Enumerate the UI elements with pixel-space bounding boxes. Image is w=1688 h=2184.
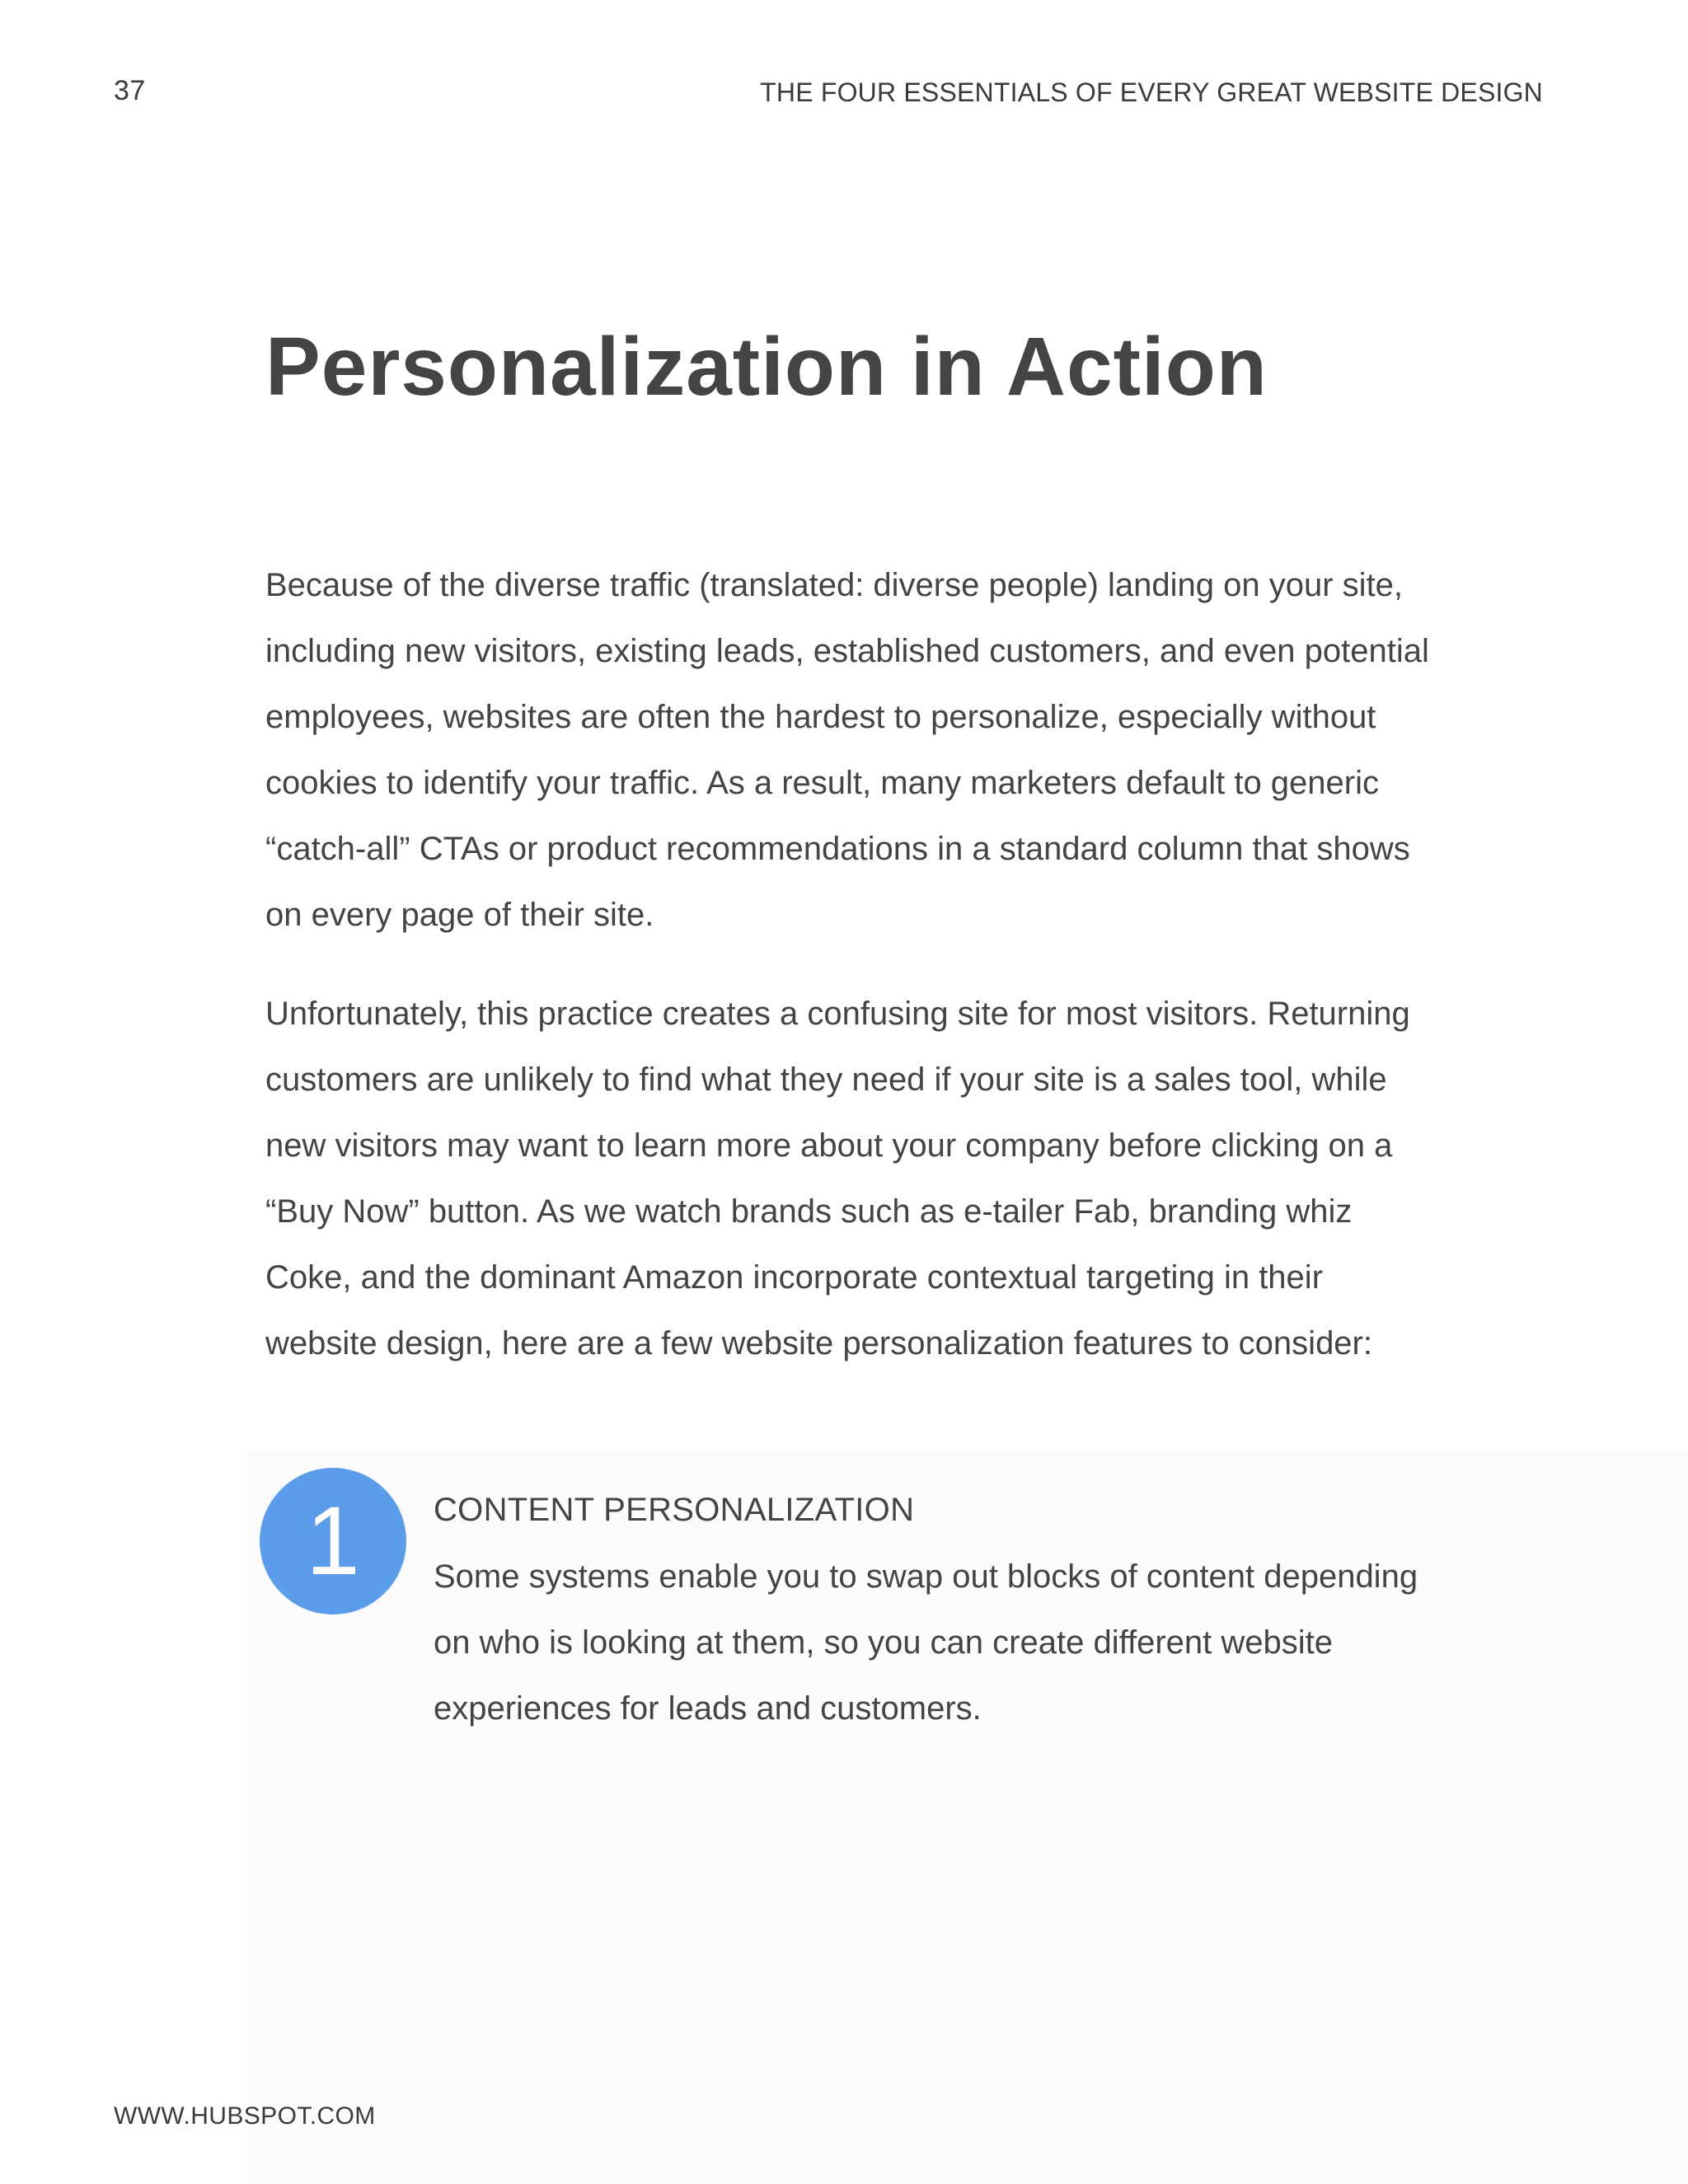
feature-description: Some systems enable you to swap out blocks of content depending on who is looking at them, so you can create different website experiences for leads and customers. xyxy=(434,1558,1418,1727)
body-paragraph-2: Unfortunately, this practice creates a confusing site for most visitors. Returning customers are unlikely to find what they need if your site is a sales tool, while new visitors may want to learn more about your company before clicking on a “Buy Now” button. As we watch brands such as e-tailer Fab, branding whiz Coke, and the dominant Amazon incorporate contextual targeting in their website design, here are a few website personalization features to consider: xyxy=(265,996,1410,1361)
feature-heading: CONTENT PERSONALIZATION xyxy=(434,1492,915,1528)
body-paragraph-1: Because of the diverse traffic (translated: diverse people) landing on your site, including new visitors, existing leads, established customers, and even potential employees, websites are often the hardest to personalize, especially without cookies to identify your traffic. As a result, many marketers default to generic “catch-all” CTAs or product recommendations in a standard column that shows on every page of their site. xyxy=(265,567,1429,933)
running-header-title: THE FOUR ESSENTIALS OF EVERY GREAT WEBSITE DESIGN xyxy=(760,77,1543,107)
footer-url[interactable]: WWW.HUBSPOT.COM xyxy=(114,2102,376,2130)
page-title: Personalization in Action xyxy=(265,321,1268,413)
feature-number-badge: 1 xyxy=(260,1468,406,1615)
page-number: 37 xyxy=(114,75,146,106)
